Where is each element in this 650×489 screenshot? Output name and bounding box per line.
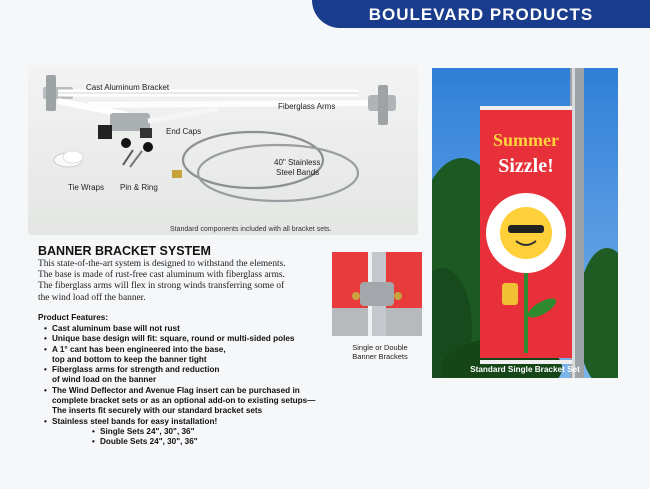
features-title: Product Features: [38, 313, 109, 322]
features-sub-list [38, 427, 348, 448]
caption-line: Banner Brackets [352, 352, 408, 361]
label-stainless-bands-2: Steel Bands [276, 168, 320, 177]
banner-illustration [432, 68, 618, 378]
intro-line: The fiberglass arms will flex in strong winds transferring some of [38, 281, 285, 292]
product-features [38, 313, 348, 448]
label-pin-ring: Pin & Ring [120, 183, 158, 192]
bracket-components-photo [28, 65, 418, 235]
label-end-caps: End Caps [166, 127, 202, 136]
section-title: BANNER BRACKET SYSTEM [38, 244, 211, 258]
double-bracket-photo [332, 252, 422, 336]
feature-item: • A 1° cant has been engineered into the base, top and bottom to keep the banner tight [38, 345, 348, 366]
feature-item: • Stainless steel bands for easy installation! [38, 417, 348, 427]
intro-line: the wind load off the banner. [38, 292, 146, 303]
label-stainless-bands-1: 40" Stainless [274, 158, 321, 167]
feature-item: • Fiberglass arms for strength and reduction of wind load on the banner [38, 365, 348, 386]
intro-paragraph [38, 259, 338, 304]
label-fiberglass-arms: Fiberglass Arms [278, 102, 336, 111]
brand-header: BOULEVARD PRODUCTS [312, 0, 650, 28]
double-bracket-illustration [332, 252, 422, 336]
intro-line: The base is made of rust-free cast aluminum with fiberglass arms. [38, 270, 285, 281]
intro-line: This state-of-the-art system is designed to withstand the elements. [38, 259, 286, 269]
banner-text-2: Sizzle! [498, 155, 554, 177]
features-list [38, 324, 348, 427]
sunflower-graphic [486, 193, 566, 273]
label-tie-wraps: Tie Wraps [68, 183, 105, 192]
sub-feature-item: • Single Sets 24", 30", 36" [86, 427, 348, 437]
double-bracket-caption [340, 343, 420, 361]
components-caption: Standard components included with all bracket sets. [170, 226, 332, 233]
feature-item: • Cast aluminum base will not rust [38, 324, 348, 334]
caption-line: Single or Double [352, 343, 408, 352]
banner-photo [432, 68, 618, 378]
sub-feature-item: • Double Sets 24", 30", 36" [86, 437, 348, 447]
banner-caption: Standard Single Bracket Set [470, 365, 580, 374]
label-cast-bracket: Cast Aluminum Bracket [86, 83, 170, 92]
feature-item: • The Wind Deflector and Avenue Flag insert can be purchased in complete bracket sets or as an optional add-on to existing setups— The inserts fit securely with our standard bracket sets [38, 386, 348, 417]
banner-text-1: Summer [493, 130, 559, 150]
feature-item: • Unique base design will fit: square, round or multi-sided poles [38, 334, 348, 344]
